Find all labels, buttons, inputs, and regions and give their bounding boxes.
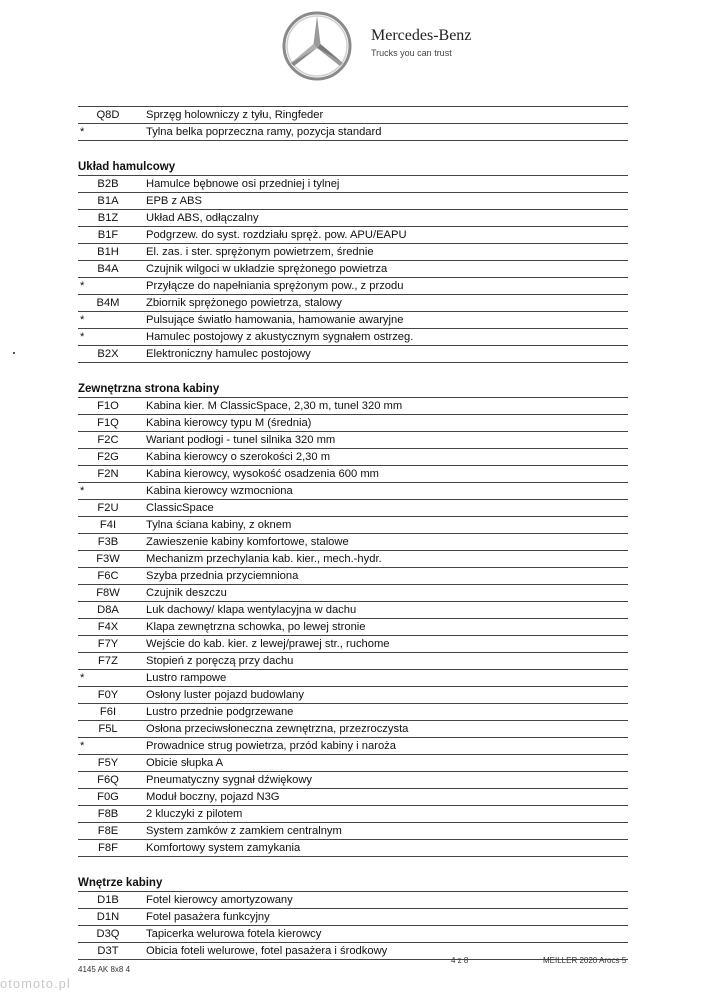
table-row [78, 892, 628, 909]
table-row [78, 432, 628, 449]
option-description: Elektroniczny hamulec postojowy [144, 346, 628, 363]
table-row [78, 585, 628, 602]
table-row [78, 346, 628, 363]
table-row [78, 500, 628, 517]
table-row [78, 687, 628, 704]
brand-tagline: Trucks you can trust [371, 48, 452, 58]
table-row [78, 227, 628, 244]
option-code: F4I [99, 519, 117, 531]
option-description: Kabina kier. M ClassicSpace, 2,30 m, tunel 320 mm [144, 398, 628, 415]
option-description: Kabina kierowcy, wysokość osadzenia 600 mm [144, 466, 628, 483]
option-description: Wariant podłogi - tunel silnika 320 mm [144, 432, 628, 449]
table-row [78, 295, 628, 312]
option-description: Podgrzew. do syst. rozdziału spręż. pow. APU/EAPU [144, 227, 628, 244]
option-description: Sprzęg holowniczy z tyłu, Ringfeder [144, 107, 628, 124]
option-code: F1O [97, 400, 119, 412]
table-row [78, 568, 628, 585]
table-row [78, 670, 628, 687]
option-description: Fotel pasażera funkcyjny [144, 909, 628, 926]
option-description: Komfortowy system zamykania [144, 840, 628, 857]
table-row [78, 534, 628, 551]
option-code: F1Q [97, 417, 119, 429]
table-row [78, 755, 628, 772]
option-description: Układ ABS, odłączalny [144, 210, 628, 227]
option-description: Czujnik wilgoci w układzie sprężonego powietrza [144, 261, 628, 278]
option-code: * [80, 280, 85, 292]
footer-doc-ref: MEILLER 2020 Arocs 5 [543, 956, 627, 965]
option-code: F7Z [98, 655, 118, 667]
option-description: Przyłącze do napełniania sprężonym pow., z przodu [144, 278, 628, 295]
table-row [78, 176, 628, 193]
option-code: B1H [97, 246, 119, 258]
table-row [78, 619, 628, 636]
option-code: D8A [97, 604, 119, 616]
equipment-table [78, 398, 628, 857]
table-row [78, 312, 628, 329]
option-code: D1N [96, 911, 120, 923]
option-code: F8E [97, 825, 119, 837]
option-code: B4M [96, 297, 120, 309]
option-description: Fotel kierowcy amortyzowany [144, 892, 628, 909]
table-row [78, 193, 628, 210]
section-title: Wnętrze kabiny [78, 875, 628, 892]
table-row [78, 261, 628, 278]
option-description: Pneumatyczny sygnał dźwiękowy [144, 772, 628, 789]
table-row [78, 823, 628, 840]
table-row [78, 721, 628, 738]
option-code: B1F [97, 229, 119, 241]
option-code: F6I [99, 706, 117, 718]
table-row [78, 636, 628, 653]
table-row [78, 806, 628, 823]
option-description: Stopień z poręczą przy dachu [144, 653, 628, 670]
option-code: F3B [97, 536, 119, 548]
option-description: Obicie słupka A [144, 755, 628, 772]
table-row [78, 517, 628, 534]
option-code: F8B [97, 808, 119, 820]
option-code: D3T [97, 945, 119, 957]
table-row [78, 483, 628, 500]
option-code: * [80, 485, 85, 497]
option-description: Moduł boczny, pojazd N3G [144, 789, 628, 806]
table-row [78, 653, 628, 670]
table-row [78, 124, 628, 141]
option-code: * [80, 740, 85, 752]
option-description: Obicia foteli welurowe, fotel pasażera i środkowy [144, 943, 628, 960]
option-description: Hamulce bębnowe osi przedniej i tylnej [144, 176, 628, 193]
option-code: F0Y [97, 689, 119, 701]
table-row [78, 329, 628, 346]
option-description: ClassicSpace [144, 500, 628, 517]
option-code: F8F [98, 842, 118, 854]
option-code: F4X [97, 621, 119, 633]
table-row [78, 415, 628, 432]
option-description: 2 kluczyki z pilotem [144, 806, 628, 823]
option-code: * [80, 331, 85, 343]
option-code: * [80, 126, 85, 138]
option-code: F3W [96, 553, 120, 565]
table-row [78, 789, 628, 806]
option-code: B1A [97, 195, 119, 207]
option-code: * [80, 314, 85, 326]
option-code: F0G [97, 791, 119, 803]
option-description: Osłony luster pojazd budowlany [144, 687, 628, 704]
table-row [78, 738, 628, 755]
option-description: Kabina kierowcy o szerokości 2,30 m [144, 449, 628, 466]
table-row [78, 466, 628, 483]
option-description: Mechanizm przechylania kab. kier., mech.-hydr. [144, 551, 628, 568]
option-code: Q8D [96, 109, 120, 121]
option-code: D1B [97, 894, 119, 906]
option-description: Wejście do kab. kier. z lewej/prawej str., ruchome [144, 636, 628, 653]
option-code: F7Y [97, 638, 119, 650]
option-description: Czujnik deszczu [144, 585, 628, 602]
table-row [78, 398, 628, 415]
mercedes-star-logo [281, 10, 353, 82]
option-code: B2B [97, 178, 119, 190]
section-title: Zewnętrzna strona kabiny [78, 381, 628, 398]
watermark: otomoto.pl [0, 976, 71, 991]
option-description: Luk dachowy/ klapa wentylacyjna w dachu [144, 602, 628, 619]
option-code: * [80, 672, 85, 684]
table-row [78, 704, 628, 721]
option-code: F2G [97, 451, 119, 463]
option-code: F2U [97, 502, 119, 514]
option-code: B1Z [97, 212, 119, 224]
option-description: Kabina kierowcy wzmocniona [144, 483, 628, 500]
option-description: Klapa zewnętrzna schowka, po lewej stronie [144, 619, 628, 636]
table-row [78, 909, 628, 926]
footer-page-number: 4 z 8 [451, 956, 469, 965]
table-row [78, 210, 628, 227]
option-code: F5Y [97, 757, 119, 769]
table-row [78, 278, 628, 295]
option-description: Hamulec postojowy z akustycznym sygnałem ostrzeg. [144, 329, 628, 346]
option-description: Osłona przeciwsłoneczna zewnętrzna, przezroczysta [144, 721, 628, 738]
option-code: F6C [97, 570, 119, 582]
margin-dot [13, 352, 15, 354]
option-description: Pulsujące światło hamowania, hamowanie awaryjne [144, 312, 628, 329]
option-code: F5L [98, 723, 118, 735]
table-row [78, 602, 628, 619]
option-description: El. zas. i ster. sprężonym powietrzem, średnie [144, 244, 628, 261]
option-description: Prowadnice strug powietrza, przód kabiny i naroża [144, 738, 628, 755]
table-row [78, 772, 628, 789]
option-description: System zamków z zamkiem centralnym [144, 823, 628, 840]
option-code: F6Q [97, 774, 119, 786]
equipment-table [78, 106, 628, 141]
option-description: Szyba przednia przyciemniona [144, 568, 628, 585]
option-description: Lustro rampowe [144, 670, 628, 687]
option-code: B2X [97, 348, 119, 360]
section-title: Układ hamulcowy [78, 159, 628, 176]
option-description: Zbiornik sprężonego powietrza, stalowy [144, 295, 628, 312]
option-description: Kabina kierowcy typu M (średnia) [144, 415, 628, 432]
table-row [78, 244, 628, 261]
option-description: Tylna ściana kabiny, z oknem [144, 517, 628, 534]
table-row [78, 449, 628, 466]
equipment-table [78, 176, 628, 363]
option-code: F2C [97, 434, 119, 446]
option-description: EPB z ABS [144, 193, 628, 210]
option-code: D3Q [96, 928, 120, 940]
option-description: Tapicerka welurowa fotela kierowcy [144, 926, 628, 943]
option-code: F2N [97, 468, 119, 480]
option-code: B4A [97, 263, 119, 275]
table-row [78, 107, 628, 124]
brand-name: Mercedes-Benz [371, 27, 472, 44]
option-code: F8W [96, 587, 120, 599]
equipment-list [78, 106, 628, 960]
option-description: Lustro przednie podgrzewane [144, 704, 628, 721]
option-description: Zawieszenie kabiny komfortowe, stalowe [144, 534, 628, 551]
table-row [78, 551, 628, 568]
table-row [78, 840, 628, 857]
table-row [78, 926, 628, 943]
footer-model: 4145 AK 8x8 4 [78, 965, 131, 974]
equipment-table [78, 892, 628, 960]
option-description: Tylna belka poprzeczna ramy, pozycja standard [144, 124, 628, 141]
